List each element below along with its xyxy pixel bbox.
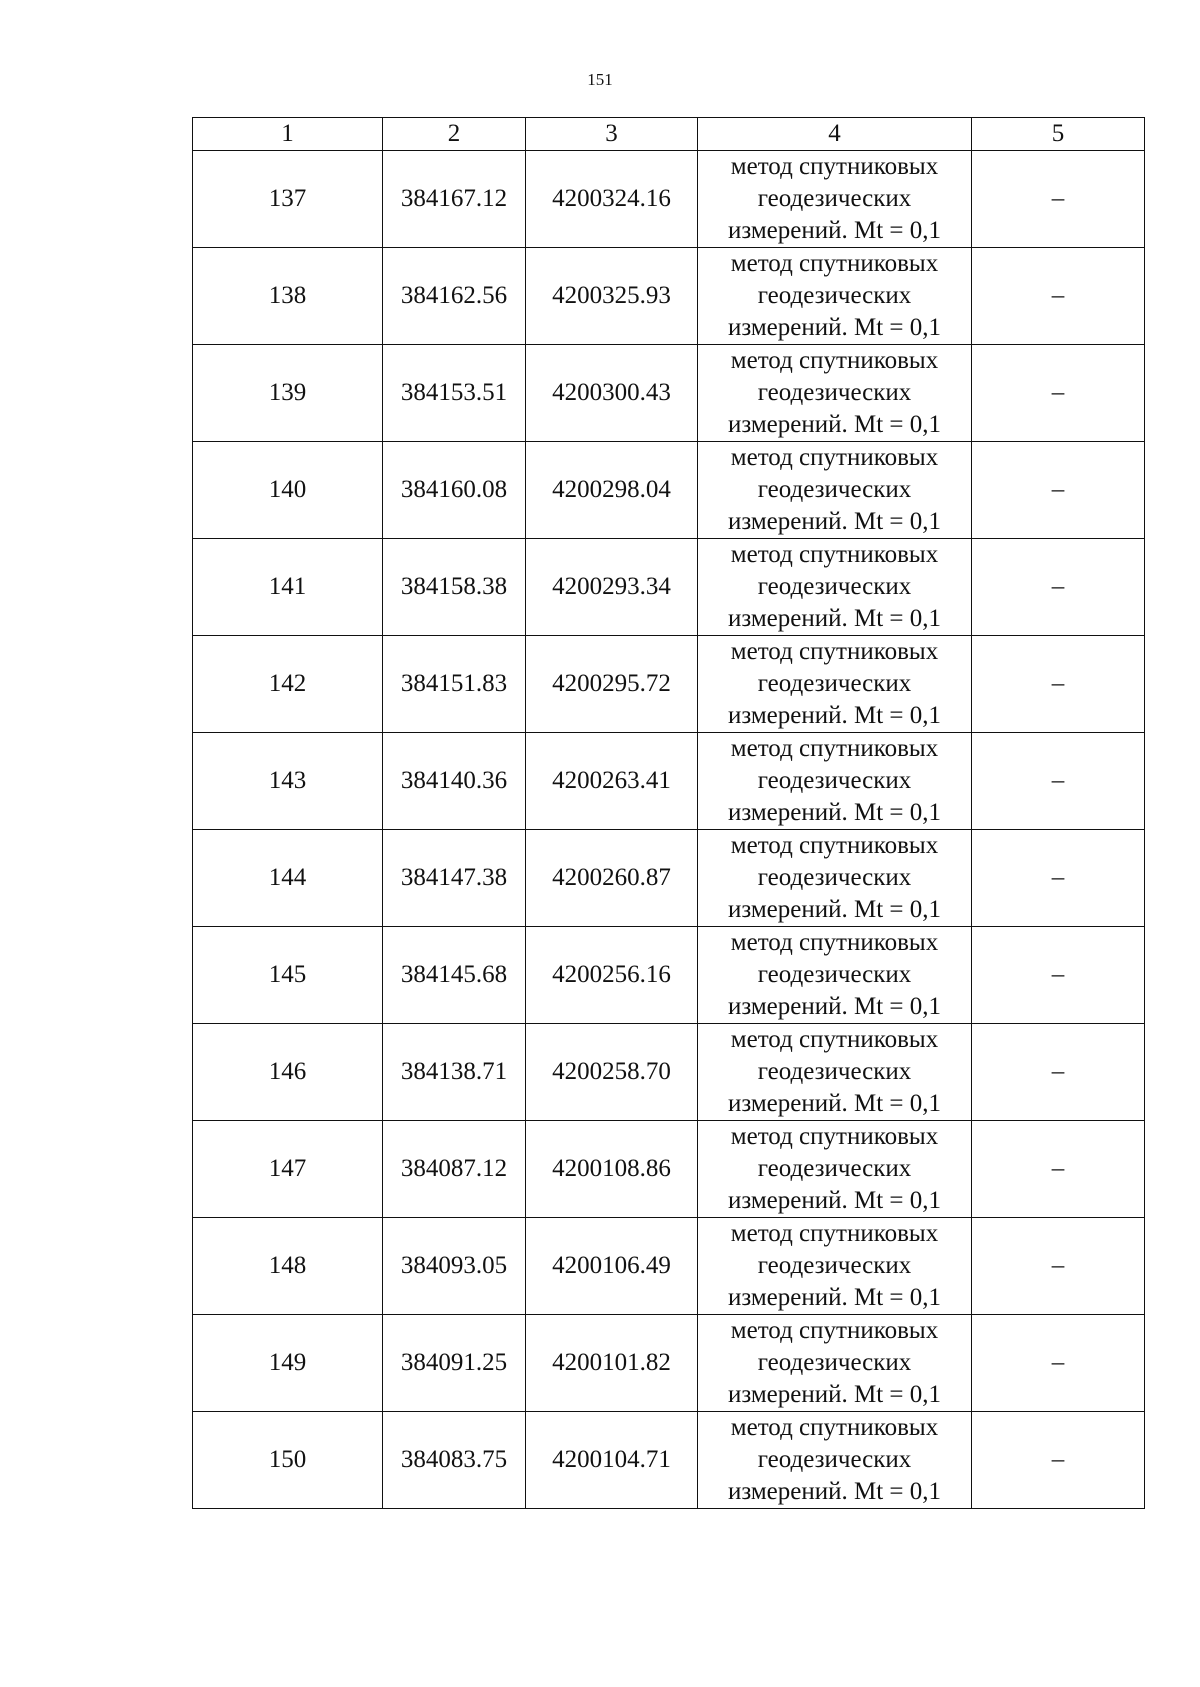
y-coordinate-cell: 4200104.71 <box>526 1412 698 1509</box>
note-cell: – <box>972 830 1145 927</box>
method-text: метод спутниковых геодезических измерений. Mt = 0,1 <box>727 832 942 923</box>
method-text: метод спутниковых геодезических измерений. Mt = 0,1 <box>727 541 942 632</box>
method-cell <box>698 733 972 830</box>
note-cell: – <box>972 636 1145 733</box>
method-text: метод спутниковых геодезических измерений. Mt = 0,1 <box>727 929 942 1020</box>
table-row <box>193 248 1145 345</box>
header-cell-2: 2 <box>383 118 526 151</box>
point-number-cell: 137 <box>193 151 383 248</box>
point-number-cell: 142 <box>193 636 383 733</box>
y-coordinate-cell: 4200260.87 <box>526 830 698 927</box>
point-number-cell: 140 <box>193 442 383 539</box>
note-cell: – <box>972 927 1145 1024</box>
header-cell-4: 4 <box>698 118 972 151</box>
note-cell: – <box>972 733 1145 830</box>
note-cell: – <box>972 345 1145 442</box>
note-cell: – <box>972 442 1145 539</box>
table-row <box>193 733 1145 830</box>
method-text: метод спутниковых геодезических измерений. Mt = 0,1 <box>727 638 942 729</box>
table-body <box>193 151 1145 1509</box>
x-coordinate-cell: 384167.12 <box>383 151 526 248</box>
method-text: метод спутниковых геодезических измерений. Mt = 0,1 <box>727 444 942 535</box>
y-coordinate-cell: 4200106.49 <box>526 1218 698 1315</box>
table-row <box>193 1218 1145 1315</box>
y-coordinate-cell: 4200263.41 <box>526 733 698 830</box>
y-coordinate-cell: 4200108.86 <box>526 1121 698 1218</box>
method-cell <box>698 1315 972 1412</box>
method-text: метод спутниковых геодезических измерений. Mt = 0,1 <box>727 1414 942 1505</box>
method-cell <box>698 442 972 539</box>
method-cell <box>698 1024 972 1121</box>
note-cell: – <box>972 539 1145 636</box>
point-number-cell: 150 <box>193 1412 383 1509</box>
point-number-cell: 145 <box>193 927 383 1024</box>
table-row <box>193 830 1145 927</box>
method-text: метод спутниковых геодезических измерений. Mt = 0,1 <box>727 347 942 438</box>
y-coordinate-cell: 4200300.43 <box>526 345 698 442</box>
y-coordinate-cell: 4200325.93 <box>526 248 698 345</box>
y-coordinate-cell: 4200256.16 <box>526 927 698 1024</box>
y-coordinate-cell: 4200295.72 <box>526 636 698 733</box>
method-cell <box>698 248 972 345</box>
header-row <box>193 118 1145 151</box>
table-row <box>193 1412 1145 1509</box>
y-coordinate-cell: 4200298.04 <box>526 442 698 539</box>
table-row <box>193 1315 1145 1412</box>
method-cell <box>698 636 972 733</box>
method-cell <box>698 1121 972 1218</box>
header-cell-3: 3 <box>526 118 698 151</box>
x-coordinate-cell: 384091.25 <box>383 1315 526 1412</box>
note-cell: – <box>972 1024 1145 1121</box>
note-cell: – <box>972 1412 1145 1509</box>
x-coordinate-cell: 384083.75 <box>383 1412 526 1509</box>
method-text: метод спутниковых геодезических измерений. Mt = 0,1 <box>727 1317 942 1408</box>
y-coordinate-cell: 4200293.34 <box>526 539 698 636</box>
point-number-cell: 139 <box>193 345 383 442</box>
point-number-cell: 149 <box>193 1315 383 1412</box>
y-coordinate-cell: 4200101.82 <box>526 1315 698 1412</box>
x-coordinate-cell: 384093.05 <box>383 1218 526 1315</box>
method-cell <box>698 345 972 442</box>
method-cell <box>698 1412 972 1509</box>
x-coordinate-cell: 384153.51 <box>383 345 526 442</box>
x-coordinate-cell: 384145.68 <box>383 927 526 1024</box>
table-row <box>193 539 1145 636</box>
method-cell <box>698 1218 972 1315</box>
x-coordinate-cell: 384162.56 <box>383 248 526 345</box>
table-row <box>193 927 1145 1024</box>
x-coordinate-cell: 384087.12 <box>383 1121 526 1218</box>
point-number-cell: 146 <box>193 1024 383 1121</box>
point-number-cell: 144 <box>193 830 383 927</box>
x-coordinate-cell: 384151.83 <box>383 636 526 733</box>
method-text: метод спутниковых геодезических измерений. Mt = 0,1 <box>727 1123 942 1214</box>
point-number-cell: 138 <box>193 248 383 345</box>
method-text: метод спутниковых геодезических измерений. Mt = 0,1 <box>727 153 942 244</box>
method-text: метод спутниковых геодезических измерений. Mt = 0,1 <box>727 250 942 341</box>
coordinates-table <box>192 117 1145 1509</box>
table-row <box>193 1024 1145 1121</box>
x-coordinate-cell: 384147.38 <box>383 830 526 927</box>
header-cell-5: 5 <box>972 118 1145 151</box>
method-cell <box>698 927 972 1024</box>
table-row <box>193 442 1145 539</box>
table-row <box>193 345 1145 442</box>
x-coordinate-cell: 384138.71 <box>383 1024 526 1121</box>
point-number-cell: 147 <box>193 1121 383 1218</box>
table-header <box>193 118 1145 151</box>
note-cell: – <box>972 1121 1145 1218</box>
method-text: метод спутниковых геодезических измерений. Mt = 0,1 <box>727 735 942 826</box>
x-coordinate-cell: 384140.36 <box>383 733 526 830</box>
y-coordinate-cell: 4200324.16 <box>526 151 698 248</box>
note-cell: – <box>972 1315 1145 1412</box>
method-cell <box>698 151 972 248</box>
table-row <box>193 636 1145 733</box>
x-coordinate-cell: 384160.08 <box>383 442 526 539</box>
table-row <box>193 1121 1145 1218</box>
point-number-cell: 141 <box>193 539 383 636</box>
point-number-cell: 143 <box>193 733 383 830</box>
note-cell: – <box>972 248 1145 345</box>
method-text: метод спутниковых геодезических измерений. Mt = 0,1 <box>727 1220 942 1311</box>
note-cell: – <box>972 1218 1145 1315</box>
header-cell-1: 1 <box>193 118 383 151</box>
method-cell <box>698 539 972 636</box>
y-coordinate-cell: 4200258.70 <box>526 1024 698 1121</box>
method-cell <box>698 830 972 927</box>
point-number-cell: 148 <box>193 1218 383 1315</box>
table-row <box>193 151 1145 248</box>
note-cell: – <box>972 151 1145 248</box>
x-coordinate-cell: 384158.38 <box>383 539 526 636</box>
page-number: 151 <box>587 70 613 89</box>
method-text: метод спутниковых геодезических измерений. Mt = 0,1 <box>727 1026 942 1117</box>
